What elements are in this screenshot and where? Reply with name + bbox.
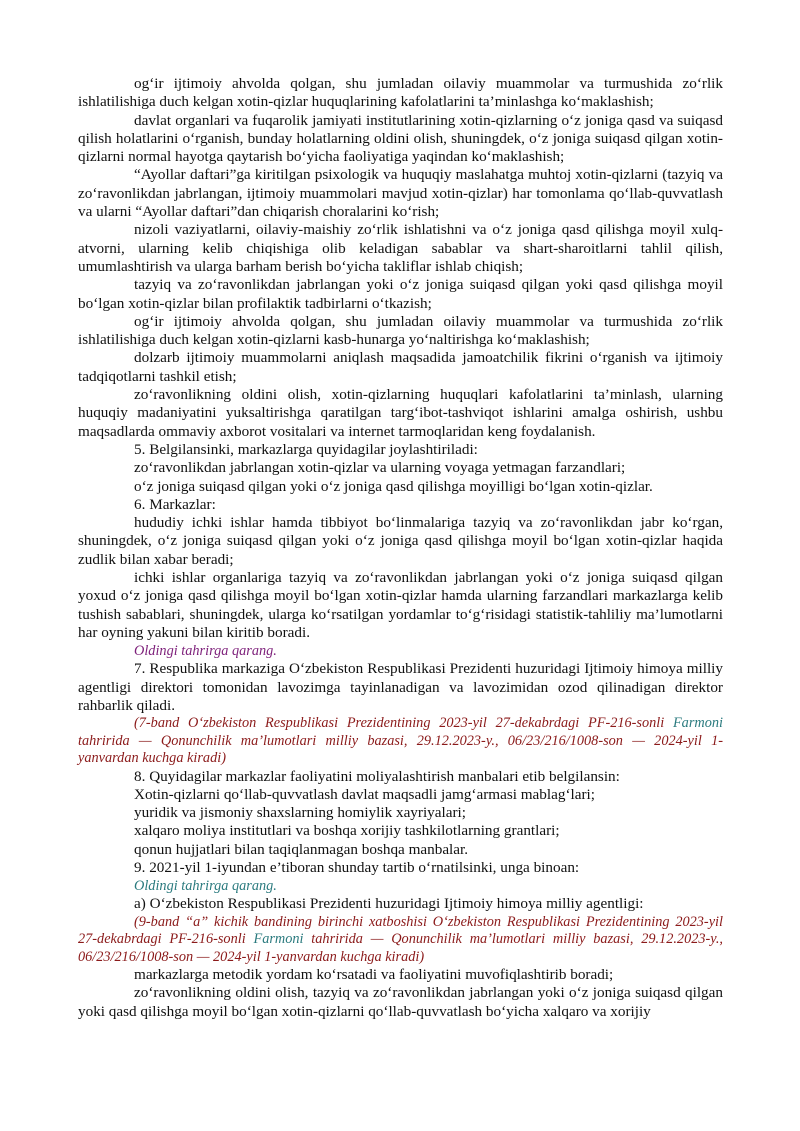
amendment-note-text-start: (7-band O‘zbekiston Respublikasi Prezidentining 2023-yil 27-dekabrdagi PF-216-sonli <box>134 715 673 732</box>
amendment-note-text-end: tahririda — Qonunchilik ma’lumotlari milliy bazasi, 29.12.2023-y., 06/23/216/1008-son — 2024-yil 1-yanvardan kuchga kiradi) <box>78 732 723 767</box>
amendment-note <box>78 914 723 967</box>
paragraph: markazlarga metodik yordam ko‘rsatadi va faoliyatini muvofiqlashtirib boradi; <box>134 966 614 984</box>
paragraph: 7. Respublika markaziga O‘zbekiston Respublikasi Prezidenti huzuridagi Ijtimoiy himoya milliy agentligi direktori tomonidan lavozimga tayinlanadigan va lavozimidan ozod qilinadigan direktor rahbarlik qiladi. <box>78 660 723 714</box>
paragraph: 5. Belgilansinki, markazlarga quyidagilar joylashtiriladi: <box>134 440 478 458</box>
paragraph: zo‘ravonlikning oldini olish, xotin-qizlarning huquqlari kafolatlarini ta’minlash, ularning huquqiy madaniyatini yuksaltirishga qaratilgan targ‘ibot-tashviqot ishlarini amalga oshirish, ushbu maqsadlarda ommaviy axborot vositalari va internet tarmoqlaridan keng foydalanish. <box>78 386 723 440</box>
paragraph: xalqaro moliya institutlari va boshqa xorijiy tashkilotlarning grantlari; <box>134 822 560 840</box>
paragraph: Xotin-qizlarni qo‘llab-quvvatlash davlat maqsadli jamg‘armasi mablag‘lari; <box>134 785 595 803</box>
paragraph: 6. Markazlar: <box>134 495 216 513</box>
paragraph: nizoli vaziyatlarni, oilaviy-maishiy zo‘rlik ishlatishni va o‘z joniga qasd qilishga moyil xulq-atvorni, ularning kelib chiqishiga olib keladigan sabablar va shart-sharoitlarni tahlil qilish, umumlashtirish va ularga barham berish bo‘yicha takliflar ishlab chiqish; <box>78 221 723 275</box>
paragraph: hududiy ichki ishlar hamda tibbiyot bo‘linmalariga tazyiq va zo‘ravonlikdan jabr ko‘rgan, shuningdek, o‘z joniga suiqasd qilgan yoki o‘z joniga qasd qilishga moyil bo‘lgan xotin-qizlar haqida zudlik bilan xabar beradi; <box>78 514 723 568</box>
paragraph: yuridik va jismoniy shaxslarning homiylik xayriyalari; <box>134 804 466 822</box>
paragraph: ichki ishlar organlariga tazyiq va zo‘ravonlikdan jabrlangan yoki o‘z joniga suiqasd qilgan yoxud o‘z joniga qasd qilishga moyil bo‘lgan xotin-qizlar hamda ularning farzandlari markazlarga kelib tushish sabablari, shuningdek, ularga ko‘rsatilgan yordamlar to‘g‘risidagi statistik-tahliliy ma’lumotlarni har oyning yakuni bilan kiritib boradi. <box>78 569 723 641</box>
paragraph: zo‘ravonlikning oldini olish, tazyiq va zo‘ravonlikdan jabrlangan yoki o‘z joniga suiqasd qilgan yoki qasd qilishga moyil bo‘lgan xotin-qizlarni qo‘llab-quvvatlash bo‘yicha xalqaro va xorijiy <box>78 984 723 1020</box>
amendment-note-text-start: (9-band “a” kichik bandining birinchi xatboshisi O‘zbekiston Respublikasi Prezidentining 2023-yil 27-dekabrdagi PF-216-sonli <box>78 913 723 948</box>
amendment-note-text-end: tahririda — Qonunchilik ma’lumotlari milliy bazasi, 29.12.2023-y., 06/23/216/1008-son — 2024-yil 1-yanvardan kuchga kiradi) <box>78 931 723 965</box>
decree-link[interactable]: Farmoni <box>253 931 304 948</box>
paragraph: davlat organlari va fuqarolik jamiyati institutlarining xotin-qizlarning o‘z joniga qasd va suiqasd qilish holatlarini o‘rganish, bunday holatlarning oldini olish, shuningdek, o‘z joniga suiqasd qilgan xotin-qizlarni normal hayotga qaytarish bo‘yicha faoliyatiga yaqindan ko‘maklashish; <box>78 111 723 166</box>
paragraph: tazyiq va zo‘ravonlikdan jabrlangan yoki o‘z joniga suiqasd qilgan yoki qasd qilishga moyil bo‘lgan xotin-qizlar bilan profilaktik tadbirlarni o‘tkazish; <box>78 276 723 312</box>
amendment-note <box>78 715 723 768</box>
previous-edition-link[interactable]: Oldingi tahrirga qarang. <box>134 643 277 660</box>
paragraph: “Ayollar daftari”ga kiritilgan psixologik va huquqiy maslahatga muhtoj xotin-qizlarni (tazyiq va zo‘ravonlikdan jabrlangan, ijtimoiy muammolari mavjud xotin-qizlar) har tomonlama qo‘llab-quvvatlash va ularni “Ayollar daftari”dan chiqarish choralarini ko‘rish; <box>78 166 723 221</box>
paragraph: 8. Quyidagilar markazlar faoliyatini moliyalashtirish manbalari etib belgilansin: <box>134 767 620 785</box>
paragraph: a) O‘zbekiston Respublikasi Prezidenti huzuridagi Ijtimoiy himoya milliy agentligi: <box>134 895 644 913</box>
previous-edition-link[interactable]: Oldingi tahrirga qarang. <box>134 878 277 895</box>
paragraph: og‘ir ijtimoiy ahvolda qolgan, shu jumladan oilaviy muammolar va turmushida zo‘rlik ishlatilishiga duch kelgan xotin-qizlarni kasb-hunarga yo‘naltirishga ko‘maklashish; <box>78 312 723 349</box>
paragraph: o‘z joniga suiqasd qilgan yoki o‘z joniga qasd qilishga moyilligi bo‘lgan xotin-qizlar. <box>134 477 653 495</box>
paragraph: og‘ir ijtimoiy ahvolda qolgan, shu jumladan oilaviy muammolar va turmushida zo‘rlik ishlatilishiga duch kelgan xotin-qizlar huquqlarining kafolatlarini ta’minlashga ko‘maklashish; <box>78 75 723 111</box>
decree-link[interactable]: Farmoni <box>672 715 723 732</box>
paragraph: dolzarb ijtimoiy muammolarni aniqlash maqsadida jamoatchilik fikrini o‘rganish va ijtimoiy tadqiqotlarni tashkil etish; <box>78 349 723 385</box>
paragraph: zo‘ravonlikdan jabrlangan xotin-qizlar va ularning voyaga yetmagan farzandlari; <box>134 459 626 477</box>
paragraph: 9. 2021-yil 1-iyundan e’tiboran shunday tartib o‘rnatilsinki, unga binoan: <box>134 859 580 877</box>
paragraph: qonun hujjatlari bilan taqiqlanmagan boshqa manbalar. <box>134 840 469 858</box>
document-page <box>78 75 723 1021</box>
